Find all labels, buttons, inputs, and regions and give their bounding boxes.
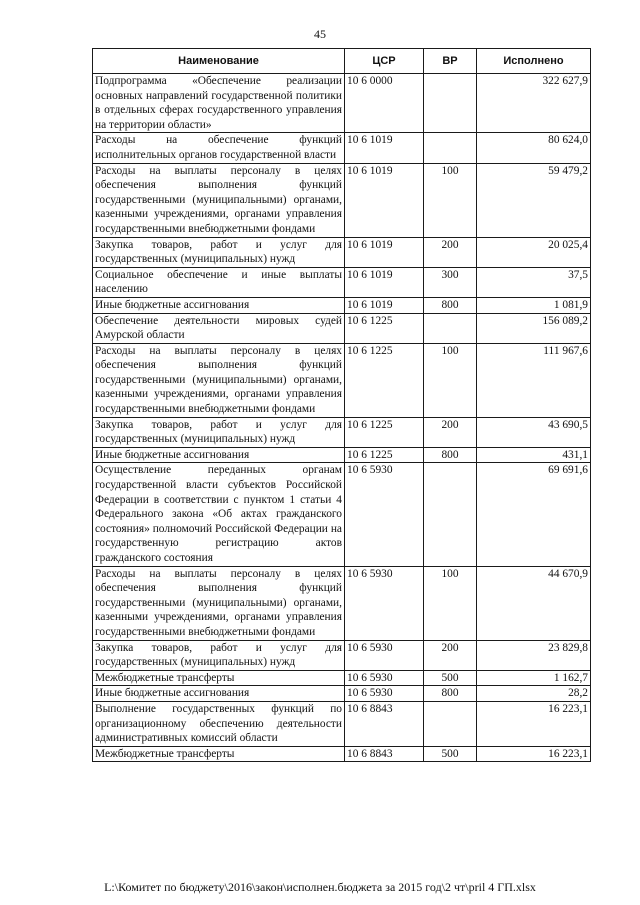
table-row <box>93 701 591 746</box>
row-vr-cell: 200 <box>424 640 477 670</box>
row-vr-cell: 200 <box>424 417 477 447</box>
row-name-cell: Межбюджетные трансферты <box>93 670 345 686</box>
row-name-cell: Расходы на выплаты персоналу в целях обеспечения выполнения функций государственными (муниципальными) органами, казенными учреждениями, органами управления государственными внебюджетными фондами <box>93 163 345 237</box>
table-body <box>93 74 591 762</box>
row-sum-cell: 28,2 <box>477 686 591 702</box>
table-row <box>93 133 591 163</box>
row-sum-cell: 111 967,6 <box>477 343 591 417</box>
table-row <box>93 640 591 670</box>
row-vr-cell: 800 <box>424 447 477 463</box>
row-sum-cell: 80 624,0 <box>477 133 591 163</box>
table-row <box>93 343 591 417</box>
row-name-cell: Подпрограмма «Обеспечение реализации основных направлений государственной политики в отдельных сферах государственного управления на территории области» <box>93 74 345 133</box>
row-name-cell: Осуществление переданных органам государственной власти субъектов Российской Федерации в соответствии с пунктом 1 статьи 4 Федерального закона «Об актах гражданского состояния» полномочий Российской Федерации на государственную регистрацию актов гражданского состояния <box>93 463 345 566</box>
row-csr-cell: 10 6 1019 <box>345 297 424 313</box>
table-row <box>93 74 591 133</box>
row-sum-cell: 322 627,9 <box>477 74 591 133</box>
row-vr-cell: 100 <box>424 566 477 640</box>
row-csr-cell: 10 6 1019 <box>345 237 424 267</box>
row-vr-cell <box>424 133 477 163</box>
table-row <box>93 237 591 267</box>
budget-execution-table <box>92 48 591 762</box>
row-vr-cell <box>424 74 477 133</box>
row-name-cell: Закупка товаров, работ и услуг для государственных (муниципальных) нужд <box>93 417 345 447</box>
row-sum-cell: 1 081,9 <box>477 297 591 313</box>
row-vr-cell <box>424 463 477 566</box>
row-name-cell: Иные бюджетные ассигнования <box>93 686 345 702</box>
row-sum-cell: 44 670,9 <box>477 566 591 640</box>
row-name-cell: Расходы на выплаты персоналу в целях обеспечения выполнения функций государственными (муниципальными) органами, казенными учреждениями, органами управления государственными внебюджетными фондами <box>93 343 345 417</box>
footer-file-path: L:\Комитет по бюджету\2016\закон\исполнен.бюджета за 2015 год\2 чт\pril 4 ГП.xlsx <box>104 880 536 894</box>
row-sum-cell: 156 089,2 <box>477 313 591 343</box>
row-sum-cell: 1 162,7 <box>477 670 591 686</box>
row-csr-cell: 10 6 1225 <box>345 343 424 417</box>
table-row <box>93 746 591 762</box>
row-sum-cell: 16 223,1 <box>477 746 591 762</box>
row-csr-cell: 10 6 8843 <box>345 701 424 746</box>
table-row <box>93 463 591 566</box>
row-sum-cell: 43 690,5 <box>477 417 591 447</box>
row-vr-cell: 500 <box>424 670 477 686</box>
row-sum-cell: 23 829,8 <box>477 640 591 670</box>
row-csr-cell: 10 6 5930 <box>345 686 424 702</box>
row-sum-cell: 20 025,4 <box>477 237 591 267</box>
row-vr-cell <box>424 701 477 746</box>
row-vr-cell: 300 <box>424 267 477 297</box>
row-name-cell: Межбюджетные трансферты <box>93 746 345 762</box>
row-name-cell: Иные бюджетные ассигнования <box>93 447 345 463</box>
row-csr-cell: 10 6 8843 <box>345 746 424 762</box>
row-sum-cell: 59 479,2 <box>477 163 591 237</box>
table-row <box>93 297 591 313</box>
row-name-cell: Обеспечение деятельности мировых судей Амурской области <box>93 313 345 343</box>
row-vr-cell: 100 <box>424 343 477 417</box>
row-sum-cell: 37,5 <box>477 267 591 297</box>
row-vr-cell: 500 <box>424 746 477 762</box>
row-csr-cell: 10 6 5930 <box>345 463 424 566</box>
row-sum-cell: 431,1 <box>477 447 591 463</box>
row-csr-cell: 10 6 5930 <box>345 640 424 670</box>
row-csr-cell: 10 6 5930 <box>345 670 424 686</box>
row-csr-cell: 10 6 1225 <box>345 447 424 463</box>
table-row <box>93 670 591 686</box>
row-vr-cell: 100 <box>424 163 477 237</box>
row-csr-cell: 10 6 1019 <box>345 163 424 237</box>
row-csr-cell: 10 6 5930 <box>345 566 424 640</box>
row-csr-cell: 10 6 1225 <box>345 417 424 447</box>
row-name-cell: Иные бюджетные ассигнования <box>93 297 345 313</box>
header-vr: ВР <box>424 49 477 74</box>
table-row <box>93 447 591 463</box>
table-row <box>93 313 591 343</box>
row-sum-cell: 16 223,1 <box>477 701 591 746</box>
page-number: 45 <box>314 27 326 41</box>
row-name-cell: Закупка товаров, работ и услуг для государственных (муниципальных) нужд <box>93 640 345 670</box>
header-csr: ЦСР <box>345 49 424 74</box>
row-csr-cell: 10 6 1019 <box>345 267 424 297</box>
row-csr-cell: 10 6 1019 <box>345 133 424 163</box>
row-name-cell: Выполнение государственных функций по организационному обеспечению деятельности административных комиссий области <box>93 701 345 746</box>
row-vr-cell <box>424 313 477 343</box>
row-csr-cell: 10 6 1225 <box>345 313 424 343</box>
header-sum: Исполнено <box>477 49 591 74</box>
table-row <box>93 566 591 640</box>
header-name: Наименование <box>93 49 345 74</box>
row-vr-cell: 800 <box>424 686 477 702</box>
row-vr-cell: 800 <box>424 297 477 313</box>
row-sum-cell: 69 691,6 <box>477 463 591 566</box>
row-name-cell: Закупка товаров, работ и услуг для государственных (муниципальных) нужд <box>93 237 345 267</box>
table-row <box>93 163 591 237</box>
table-row <box>93 267 591 297</box>
row-name-cell: Расходы на обеспечение функций исполнительных органов государственной власти <box>93 133 345 163</box>
row-vr-cell: 200 <box>424 237 477 267</box>
row-name-cell: Расходы на выплаты персоналу в целях обеспечения выполнения функций государственными (муниципальными) органами, казенными учреждениями, органами управления государственными внебюджетными фондами <box>93 566 345 640</box>
row-name-cell: Социальное обеспечение и иные выплаты населению <box>93 267 345 297</box>
table-header-row <box>93 49 591 74</box>
row-csr-cell: 10 6 0000 <box>345 74 424 133</box>
table-row <box>93 417 591 447</box>
table-row <box>93 686 591 702</box>
